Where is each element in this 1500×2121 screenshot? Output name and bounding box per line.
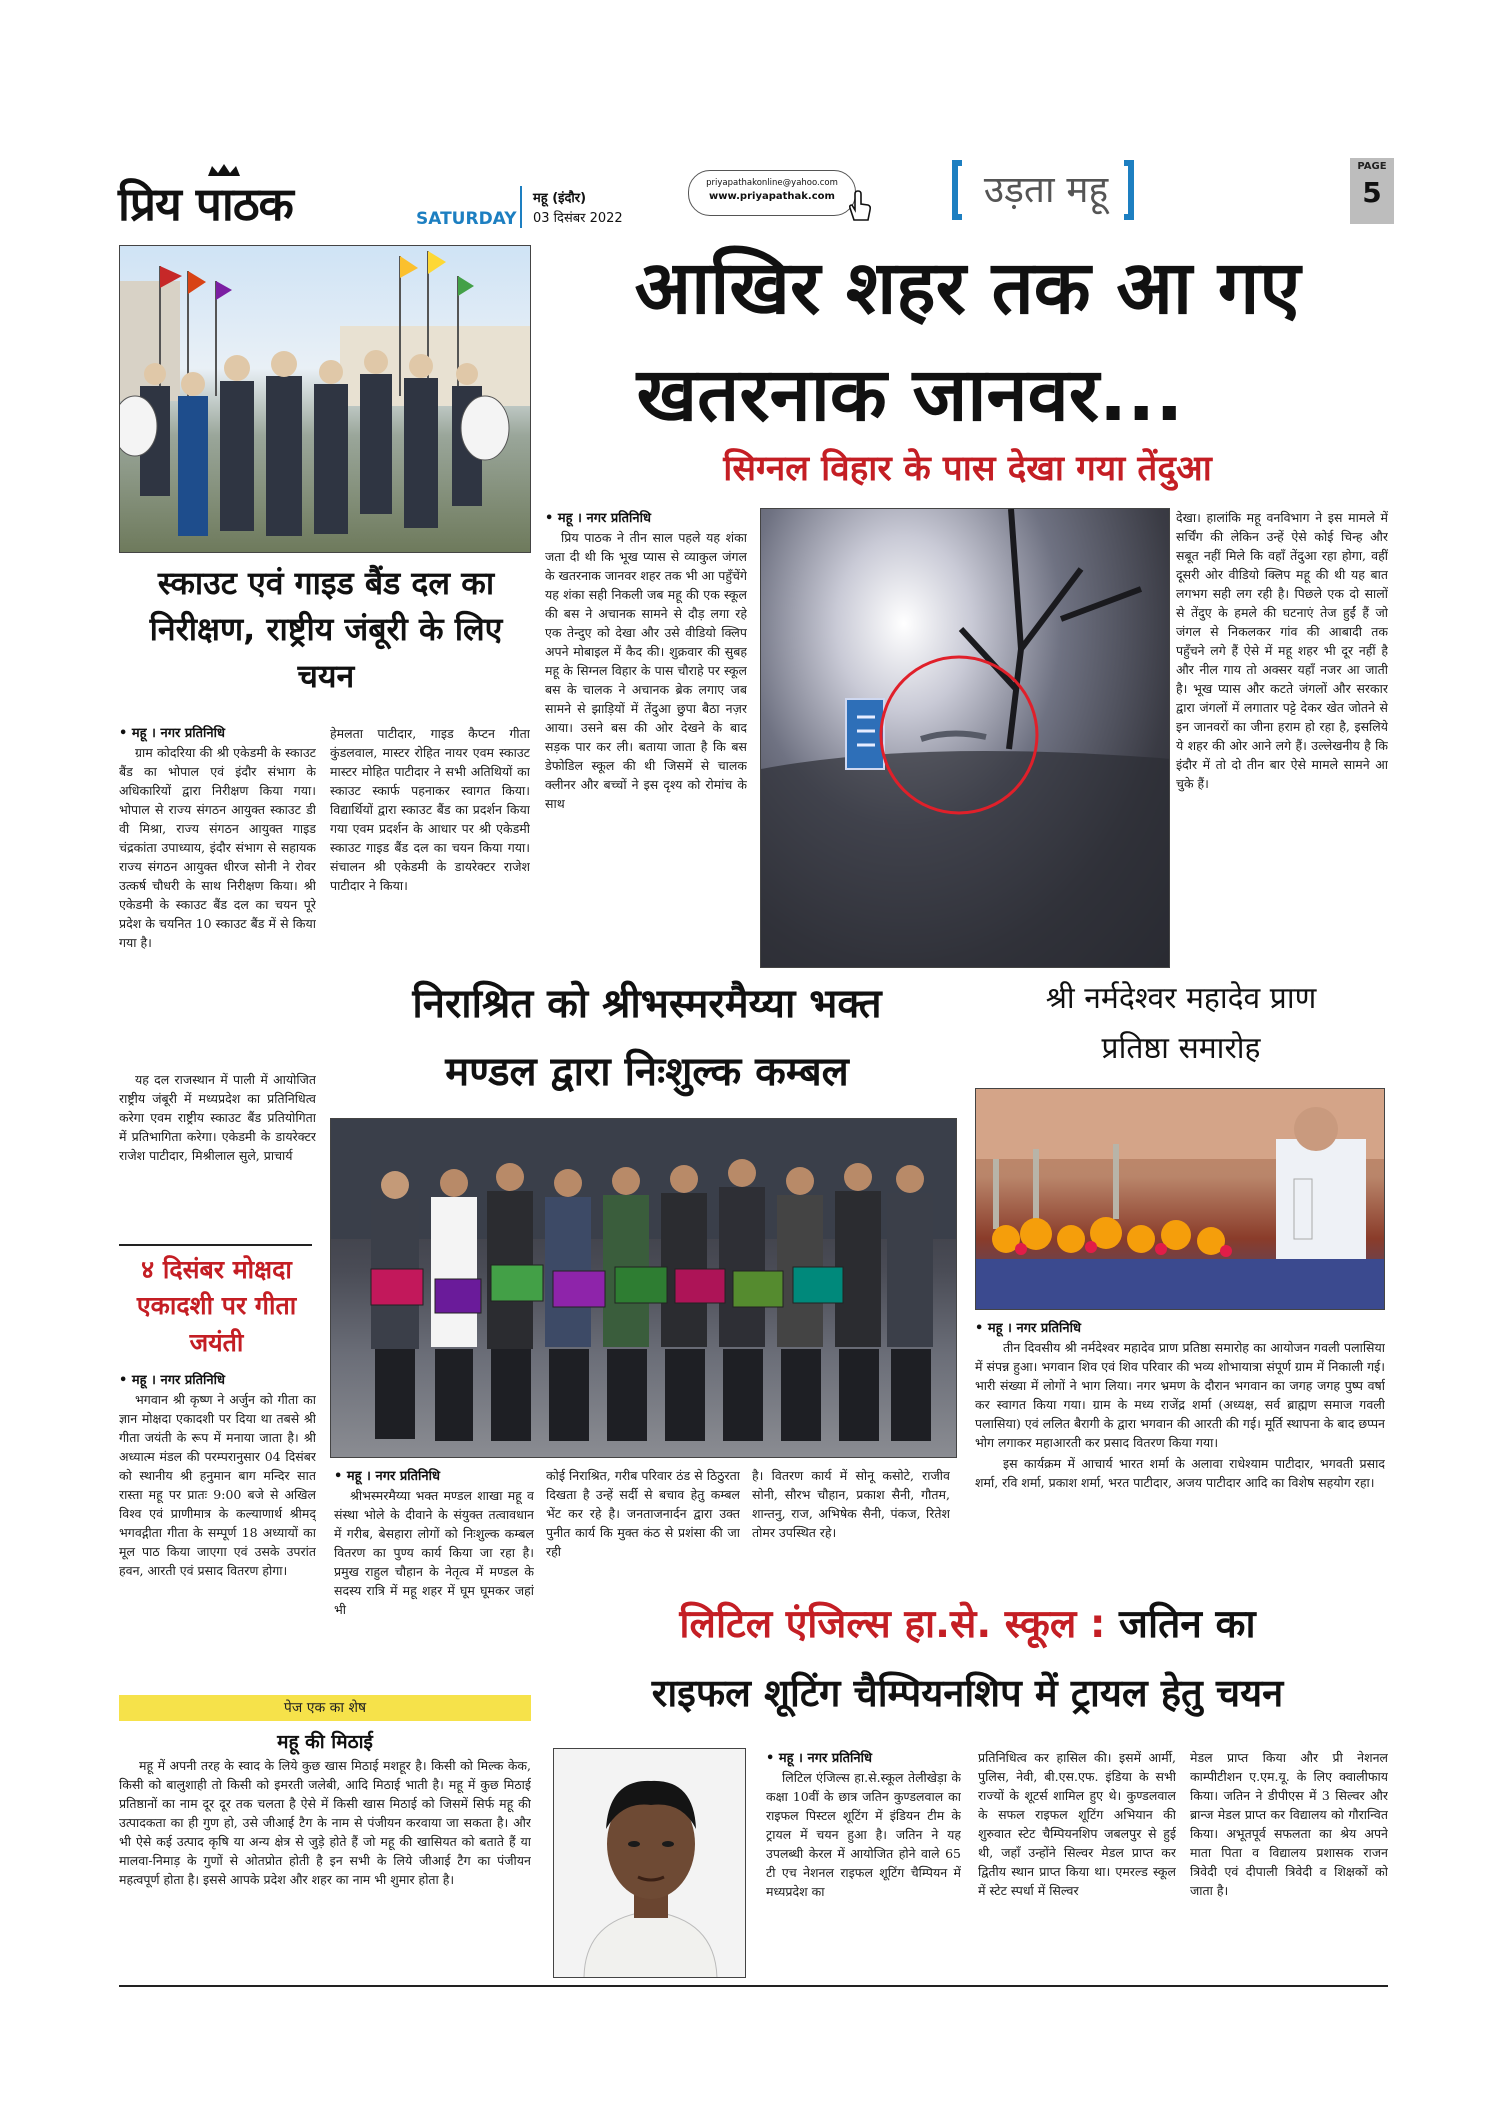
blanket-body-col3: है। वितरण कार्य में सोनू कसोटे, राजीव सोनी, सौरभ चौहान, प्रकाश सैनी, गौतम, शान्तनु, राज, अभिषेक सैनी, पंकज, रितेश तोमर उपस्थित रहे। [752, 1468, 950, 1540]
lead-headline-line1: आखिर शहर तक आ गए [634, 245, 1301, 331]
divider [119, 1244, 312, 1246]
scout-headline: स्काउट एवं गाइड बैंड दल का निरीक्षण, राष्ट्रीय जंबूरी के लिए चयन [149, 564, 503, 695]
temple-body1: तीन दिवसीय श्री नर्मदेश्वर महादेव प्राण प्रतिष्ठा समारोह का आयोजन गवली पलासिया में संपन्न हुआ। भगवान शिव एवं शिव परिवार की भव्य शोभायात्रा संपूर्ण ग्राम में निकाली गई। भारी संख्या में लोगों ने भाग लिया। नगर भ्रमण के दौरान भगवान का जगह जगह पुष्प वर्षा कर स्वागत किया गया। ग्राम के मध्य राजेंद्र शर्मा (अध्यक्ष, सर्व ब्राह्मण समाज गवली पलासिया) एवं ललित बैरागी के द्वारा भगवान की आरती की गई। मूर्ति स्थापना के बाद छप्पन भोग लगाकर महाआरती कर प्रसाद वितरण किया गया। [975, 1340, 1385, 1450]
lead-byline: • महू । नगर प्रतिनिधि [545, 511, 651, 526]
blanket-distribution-photo [330, 1118, 957, 1458]
city-label: महू (इंदौर) [533, 191, 587, 206]
logo-crown-icon [206, 162, 242, 176]
page-tag [1350, 158, 1394, 224]
leopard-cctv-photo [760, 508, 1170, 968]
sweets-body: महू में अपनी तरह के स्वाद के लिये कुछ खास मिठाई मशहूर है। किसी को मिल्क केक, किसी को बालुशाही तो किसी को इमरती जलेबी, आदि मिठाई भाती है। महू में कुछ मिठाई प्रतिष्ठानों का नाम दूर दूर तक चलता है ऐसे में किसी खास मिठाई को जिसमें सिर्फ महू की उत्पादकता का ही गुण हो, उसे जीआई टैग के नाम से पंजीयन करवाया जा सकता है। और भी ऐसे कई उत्पाद कृषि या अन्य क्षेत्र से जुड़े होते हैं जो महू की खासियत को बताते हैं या मालवा-निमाड़ के गुणों से ओतप्रोत होती है इन सभी के लिये जीआई टैग का पंजीयन महत्वपूर्ण होता है। इससे आपके प्रदेश और शहर का नाम भी शुमार होता है। [119, 1758, 531, 1887]
blanket-headline-line2: मण्डल द्वारा निःशुल्क कम्बल [445, 1049, 849, 1095]
date-label: 03 दिसंबर 2022 [533, 211, 623, 226]
blanket-body-col2: कोई निराश्रित, गरीब परिवार ठंड से ठिठुरता दिखता है उन्हें सर्दी से बचाव हेतु कम्बल भेंट कर रहे है। जनताजनार्दन द्वारा उक्त पुनीत कार्य कि मुक्त कंठ से प्रशंसा की जा रही [546, 1468, 740, 1559]
section-title: उड़ता महू [983, 168, 1109, 211]
section-bracket-left [952, 160, 962, 220]
contact-website[interactable]: www.priyapathak.com [709, 191, 835, 202]
continued-banner-label: पेज एक का शेष [283, 1700, 367, 1716]
shooting-byline: • महू । नगर प्रतिनिधि [766, 1751, 872, 1766]
bottom-rule [119, 1985, 1388, 1987]
section-bracket-right [1124, 160, 1134, 220]
lead-subhead: सिग्नल विहार के पास देखा गया तेंदुआ [723, 449, 1212, 489]
shooting-body-col3: मेडल प्राप्त किया और प्री नेशनल काम्पीटीशन ए.एम.यू. के लिए क्वालीफाय किया। जतिन ने डीपीएस में 3 सिल्वर और ब्रान्ज मेडल प्राप्त कर विद्यालय को गौरान्वित किया। अभूतपूर्व सफलता का श्रेय अपने माता पिता व विद्यालय प्रशासक राजन त्रिवेदी एवं दीपाली त्रिवेदी व शिक्षकों को जाता है। [1190, 1750, 1388, 1898]
shooting-body-col1: लिटिल एंजिल्स हा.से.स्कूल तेलीखेड़ा के कक्षा 10वीं के छात्र जतिन कुण्डलवाल का राइफल पिस्टल शूटिंग में इंडियन टीम के ट्रायल में चयन हुआ है। जतिन ने यह उपलब्धी केरल में आयोजित होने वाले 65 टी एच नेशनल राइफल शूटिंग चैम्पियन में मध्यप्रदेश का [766, 1770, 961, 1899]
temple-headline-line1: श्री नर्मदेश्वर महादेव प्राण [1045, 981, 1317, 1016]
blanket-body-col1: श्रीभस्मरमैय्या भक्त मण्डल शाखा महू व संस्था भोले के दीवाने के संयुक्त तत्वावधान में गरीब, बेसहारा लोगों को निःशुल्क कम्बल वितरण का पुण्य कार्य किया जा रहा है। प्रमुख राहुल चौहान के नेतृत्व में मण्डल के सदस्य रात्रि में महू शहर में घूम घूमकर जहां भी [334, 1488, 534, 1617]
temple-body2: इस कार्यक्रम में आचार्य भारत शर्मा के अलावा राधेश्याम पाटीदार, भगवती प्रसाद शर्मा, रवि शर्मा, प्रकाश शर्मा, भरत पाटीदार, अजय पाटीदार आदि का विशेष सहयोग रहा। [975, 1456, 1385, 1490]
newspaper-logo: प्रिय पाठक [118, 177, 293, 231]
temple-byline: • महू । नगर प्रतिनिधि [975, 1321, 1081, 1336]
masthead [118, 150, 1387, 231]
scout-body-col1: ग्राम कोदरिया की श्री एकेडमी के स्काउट बैंड का भोपाल एवं इंदौर संभाग के अधिकारियों द्वारा निरीक्षण किया गया। भोपाल से राज्य संगठन आयुक्त स्काउट डी वी मिश्रा, राज्य संगठन आयुक्त गाइड चंद्रकांता उपाध्याय, इंदौर संभाग से सहायक राज्य संगठन आयुक्त धीरज सोनी ने रोवर उत्कर्ष चौधरी के साथ निरीक्षण किया। श्री एकेडमी के स्काउट बैंड दल का चयन पूरे प्रदेश के चयनित 10 स्काउट बैंड में से किया गया है। [119, 745, 316, 950]
continued-banner [119, 1695, 531, 1721]
scout-body-col1b: यह दल राजस्थान में पाली में आयोजित राष्ट्रीय जंबूरी में मध्यप्रदेश का प्रतिनिधित्व करेगा एवम राष्ट्रीय स्काउट बैंड प्रतियोगिता में प्रतिभागिता करेगा। एकेडमी के डायरेक्टर राजेश पाटीदार, मिश्रीलाल सुले, प्राचार्य [119, 1072, 316, 1163]
scout-byline: • महू । नगर प्रतिनिधि [119, 726, 225, 741]
lead-body-col1: प्रिय पाठक ने तीन साल पहले यह शंका जता दी थी कि भूख प्यास से व्याकुल जंगल के खतरनाक जानवर शहर तक भी आ पहुँचेंगे यह शंका सही निकली जब महू की एक स्कूल की बस ने अचानक सामने से दौड़ लगा रहे एक तेन्दुए को देखा और उसे वीडियो क्लिप अपने मोबाइल में कैद की। शुक्रवार की सुबह महू के सिग्नल विहार के पास चौराहे पर स्कूल बस के चालक ने अचानक ब्रेक लगाए जब सामने से झाड़ियों में तेंदुआ छुपा बैठा नज़र आया। उसने बस की ओर देखने के बाद सड़क पार कर ली। बताया जाता है कि बस डेफोडिल स्कूल की थी जिसमें से चालक क्लीनर और बच्चों ने इस दृश्य को रोमांच के साथ [545, 530, 747, 811]
day-label: SATURDAY [416, 209, 517, 229]
shooting-headline-line2: राइफल शूटिंग चैम्पियनशिप में ट्रायल हेतु चयन [651, 1671, 1284, 1715]
blanket-headline-line1: निराश्रित को श्रीभस्मरमैय्या भक्त [412, 981, 882, 1027]
page-number: 5 [1362, 176, 1382, 209]
temple-headline-line2: प्रतिष्ठा समारोह [1101, 1031, 1261, 1066]
scout-band-photo [119, 245, 531, 553]
blanket-byline: • महू । नगर प्रतिनिधि [334, 1469, 440, 1484]
lead-body-col2: देखा। हालांकि महू वनविभाग ने इस मामले में सर्चिंग की लेकिन उन्हें ऐसे कोई चिन्ह और सबूत नहीं मिले कि वहाँ तेंदुआ रहा होगा, वहीं दूसरी ओर वीडियो क्लिप महू की थी यह बात लगभग सही लग रही है। पिछले एक दो सालों से तेंदुए के हमले की घटनाएं तेज हुईं हैं जो जंगल से निकलकर गांव की आबादी तक पहुँचने लगे हैं ऐसे में महू शहर भी दूर नहीं है और नील गाय तो अक्सर यहाँ नजर आ जाती है। भूख प्यास और कटते जंगलों और सरकार द्वारा जंगलों में लगातार पट्टे देकर खेत जोतने से इन जानवरों का जीना हराम हो रहा है, इसलिये ये शहर की ओर आने लगे हैं। उल्लेखनीय है कि इंदौर में तो दो तीन बार ऐसे मामले सामने आ चुके हैं। [1176, 510, 1388, 791]
gita-byline: • महू । नगर प्रतिनिधि [119, 1373, 225, 1388]
jatin-portrait-photo [553, 1748, 746, 1978]
shooting-headline-black: जतिन का [1105, 1602, 1256, 1647]
contact-email: priyapathakonline@yahoo.com [706, 178, 838, 188]
hand-pointer-icon [846, 190, 872, 224]
lead-headline-line2: खतरनाक जानवर... [636, 352, 1184, 438]
page-label: PAGE [1357, 161, 1387, 172]
contact-pill [688, 170, 856, 216]
gita-headline: ४ दिसंबर मोक्षदा एकादशी पर गीता जयंती [136, 1255, 297, 1357]
shooting-body-col2: प्रतिनिधित्व कर हासिल की। इसमें आर्मी, पुलिस, नेवी, बी.एस.एफ. इंडिया के सभी राज्यों के शूटर्स शामिल हुए थे। कुण्डलवाल के सफल राइफल शूटिंग अभियान की शुरुवात स्टेट चैम्पियनशिप जबलपुर से हुई थी, जहाँ उन्होंने सिल्वर मेडल प्राप्त कर द्वितीय स्थान प्राप्त किया था। एमरल्ड स्कूल में स्टेट स्पर्धा में सिल्वर [978, 1750, 1176, 1898]
sweets-headline: महू की मिठाई [277, 1731, 373, 1753]
shooting-headline-red: लिटिल एंजिल्स हा.से. स्कूल : [679, 1602, 1106, 1647]
gita-body: भगवान श्री कृष्ण ने अर्जुन को गीता का ज्ञान मोक्षदा एकादशी पर दिया था तबसे श्री गीता जयंती के रूप में मनाया जाता है। श्री अध्यात्म मंडल की परम्परानुसार 04 दिसंबर को स्थानीय श्री हनुमान बाग मन्दिर सात रास्ता महू पर प्रातः 9:00 बजे से अखिल विश्व एवं प्राणीमात्र के कल्याणार्थ श्रीमद् भगवद्गीता गीता के सम्पूर्ण 18 अध्यायों का मूल पाठ किया जाएगा एवं उसके उपरांत हवन, आरती एवं प्रसाद वितरण होगा। [119, 1392, 316, 1578]
scout-body-col2: हेमलता पाटीदार, गाइड कैप्टन गीता कुंडलवाल, मास्टर रोहित नायर एवम स्काउट मास्टर मोहित पाटीदार ने सभी अतिथियों का स्काउट स्कार्फ पहनाकर स्वागत किया। विद्यार्थियों द्वारा स्काउट बैंड का प्रदर्शन किया गया एवम प्रदर्शन के आधार पर श्री एकेडमी स्काउट गाइड बैंड दल का चयन किया गया। संचालन श्री एकेडमी के डायरेक्टर राजेश पाटीदार ने किया। [330, 726, 530, 893]
temple-ceremony-photo [975, 1088, 1385, 1310]
